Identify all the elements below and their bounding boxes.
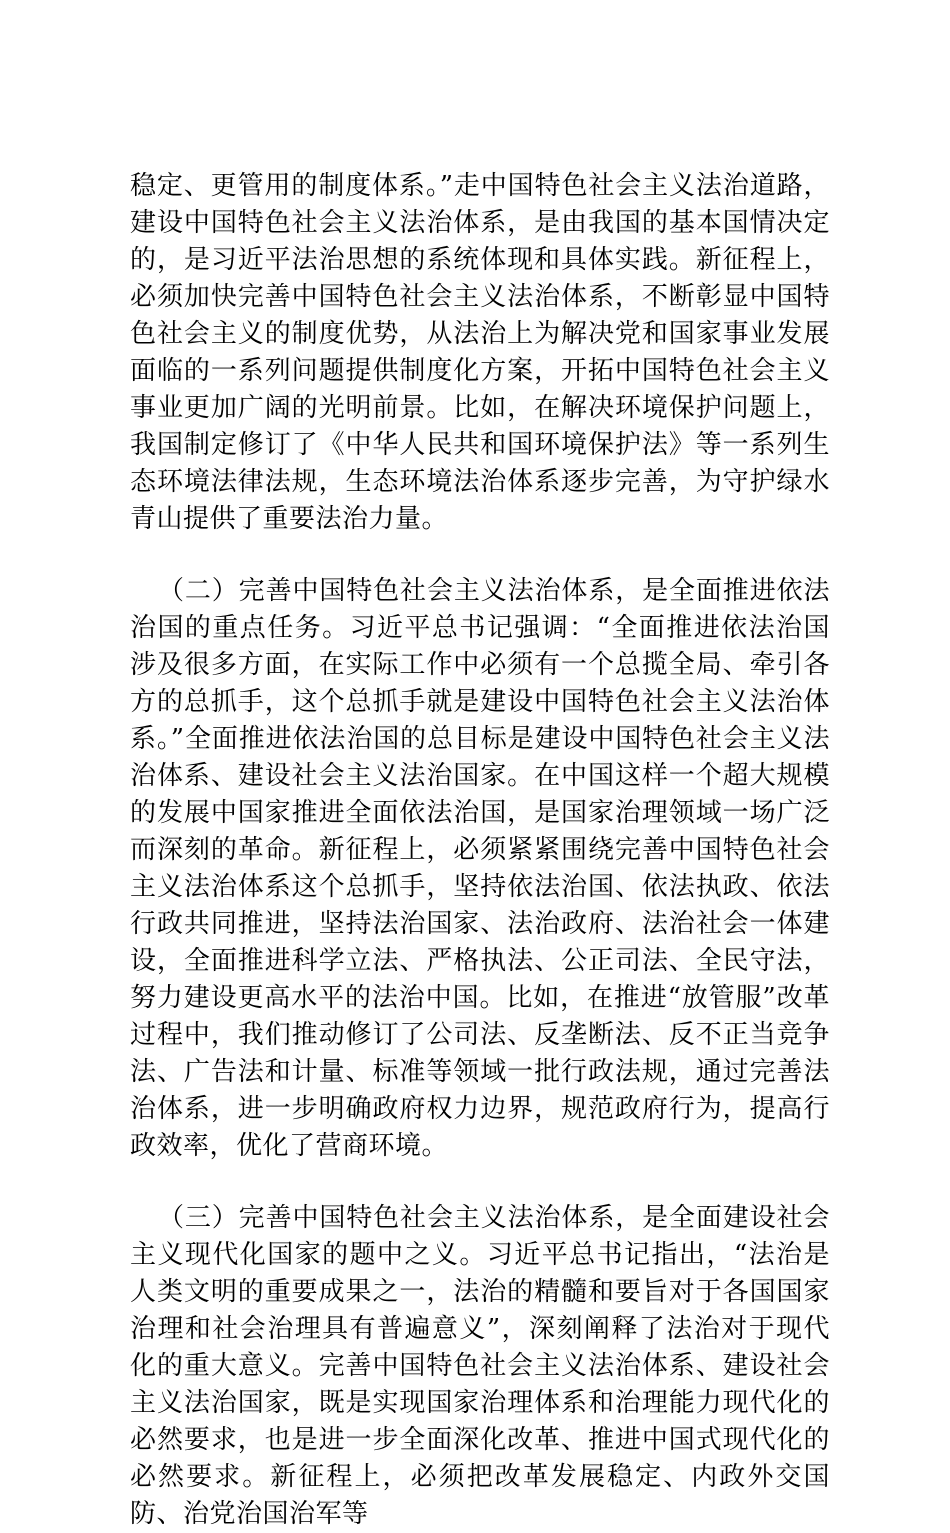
paragraph-1: 稳定、更管用的制度体系。”走中国特色社会主义法治道路，建设中国特色社会主义法治体系，是由我国的基本国情决定的，是习近平法治思想的系统体现和具体实践。新征程上，必须加快完善中国特色社会主义法治体系，不断彰显中国特色社会主义的制度优势，从法治上为解决党和国家事业发展面临的一系列问题提供制度化方案，开拓中国特色社会主义事业更加广阔的光明前景。比如，在解决环境保护问题上，我国制定修订了《中华人民共和国环境保护法》等一系列生态环境法律法规，生态环境法治体系逐步完善，为守护绿水青山提供了重要法治力量。 [130,171,830,534]
paragraph-3: （三）完善中国特色社会主义法治体系，是全面建设社会主义现代化国家的题中之义。习近平总书记指出，“法治是人类文明的重要成果之一，法治的精髓和要旨对于各国国家治理和社会治理具有普遍意义”，深刻阐释了法治对于现代化的重大意义。完善中国特色社会主义法治体系、建设社会主义法治国家，既是实现国家治理体系和治理能力现代化的必然要求，也是进一步全面深化改革、推进中国式现代化的必然要求。新征程上，必须把改革发展稳定、内政外交国防、治党治国治军等 [130,1203,830,1529]
paragraph-2: （二）完善中国特色社会主义法治体系，是全面推进依法治国的重点任务。习近平总书记强调：“全面推进依法治国涉及很多方面，在实际工作中必须有一个总揽全局、牵引各方的总抓手，这个总抓手就是建设中国特色社会主义法治体系。”全面推进依法治国的总目标是建设中国特色社会主义法治体系、建设社会主义法治国家。在中国这样一个超大规模的发展中国家推进全面依法治国，是国家治理领域一场广泛而深刻的革命。新征程上，必须紧紧围绕完善中国特色社会主义法治体系这个总抓手，坚持依法治国、依法执政、依法行政共同推进，坚持法治国家、法治政府、法治社会一体建设，全面推进科学立法、严格执法、公正司法、全民守法，努力建设更高水平的法治中国。比如，在推进“放管服”改革过程中，我们推动修订了公司法、反垄断法、反不正当竞争法、广告法和计量、标准等领域一批行政法规，通过完善法治体系，进一步明确政府权力边界，规范政府行为，提高行政效率，优化了营商环境。 [130,576,830,1161]
document-body [130,168,830,1533]
